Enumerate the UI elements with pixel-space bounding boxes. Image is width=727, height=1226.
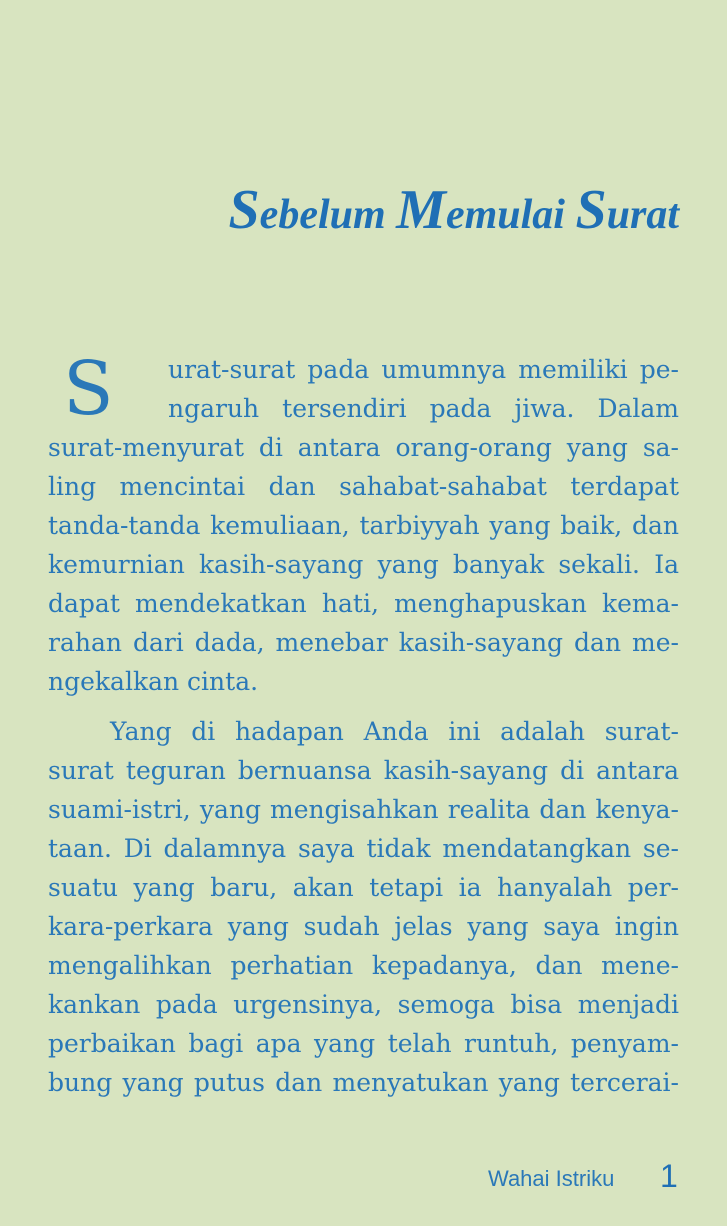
running-footer-title: Wahai Istriku <box>488 1166 615 1191</box>
title-part-1: ebelum <box>259 192 397 238</box>
text-line: ling mencintai dan sahabat-sahabat terdapat <box>48 472 679 501</box>
text-line: kara-perkara yang sudah jelas yang saya ingin <box>48 912 679 941</box>
text-line: kemurnian kasih-sayang yang banyak sekali. Ia <box>48 550 679 579</box>
text-line: tanda-tanda kemuliaan, tarbiyyah yang baik, dan <box>48 511 679 540</box>
text-line: dapat mendekatkan hati, menghapuskan kema- <box>48 589 679 618</box>
text-line: surat-menyurat di antara orang-orang yang sa- <box>48 433 679 462</box>
text-line: urat-surat pada umumnya memiliki pe- <box>168 355 679 384</box>
text-line: mengalihkan perhatian kepadanya, dan mene- <box>48 951 679 980</box>
text-line: Yang di hadapan Anda ini adalah surat- <box>110 717 679 746</box>
text-line: bung yang putus dan menyatukan yang tercerai- <box>48 1068 679 1097</box>
text-line: ngekalkan cinta. <box>48 667 259 696</box>
text-line: suami-istri, yang mengisahkan realita dan kenya- <box>48 795 679 824</box>
paragraph-1 <box>48 346 679 701</box>
paragraph-2 <box>48 712 679 1102</box>
text-line: kankan pada urgensinya, semoga bisa menjadi <box>48 990 679 1019</box>
text-line: suatu yang baru, akan tetapi ia hanyalah per- <box>48 873 679 902</box>
title-cap-1: S <box>228 179 260 241</box>
title-cap-3: S <box>575 179 607 241</box>
text-line: rahan dari dada, menebar kasih-sayang dan me- <box>48 628 679 657</box>
text-line: taan. Di dalamnya saya tidak mendatangkan se- <box>48 834 679 863</box>
text-line: ngaruh tersendiri pada jiwa. Dalam <box>168 394 679 423</box>
title-part-3: urat <box>606 192 679 238</box>
title-cap-2: M <box>396 179 446 241</box>
page-number: 1 <box>660 1158 678 1194</box>
text-line: surat teguran bernuansa kasih-sayang di antara <box>48 756 679 785</box>
chapter-title <box>229 178 679 242</box>
drop-cap-letter: S <box>63 346 114 432</box>
body-text <box>48 346 679 1102</box>
text-line: perbaikan bagi apa yang telah runtuh, penyam- <box>48 1029 679 1058</box>
title-part-2: emulai <box>445 192 576 238</box>
